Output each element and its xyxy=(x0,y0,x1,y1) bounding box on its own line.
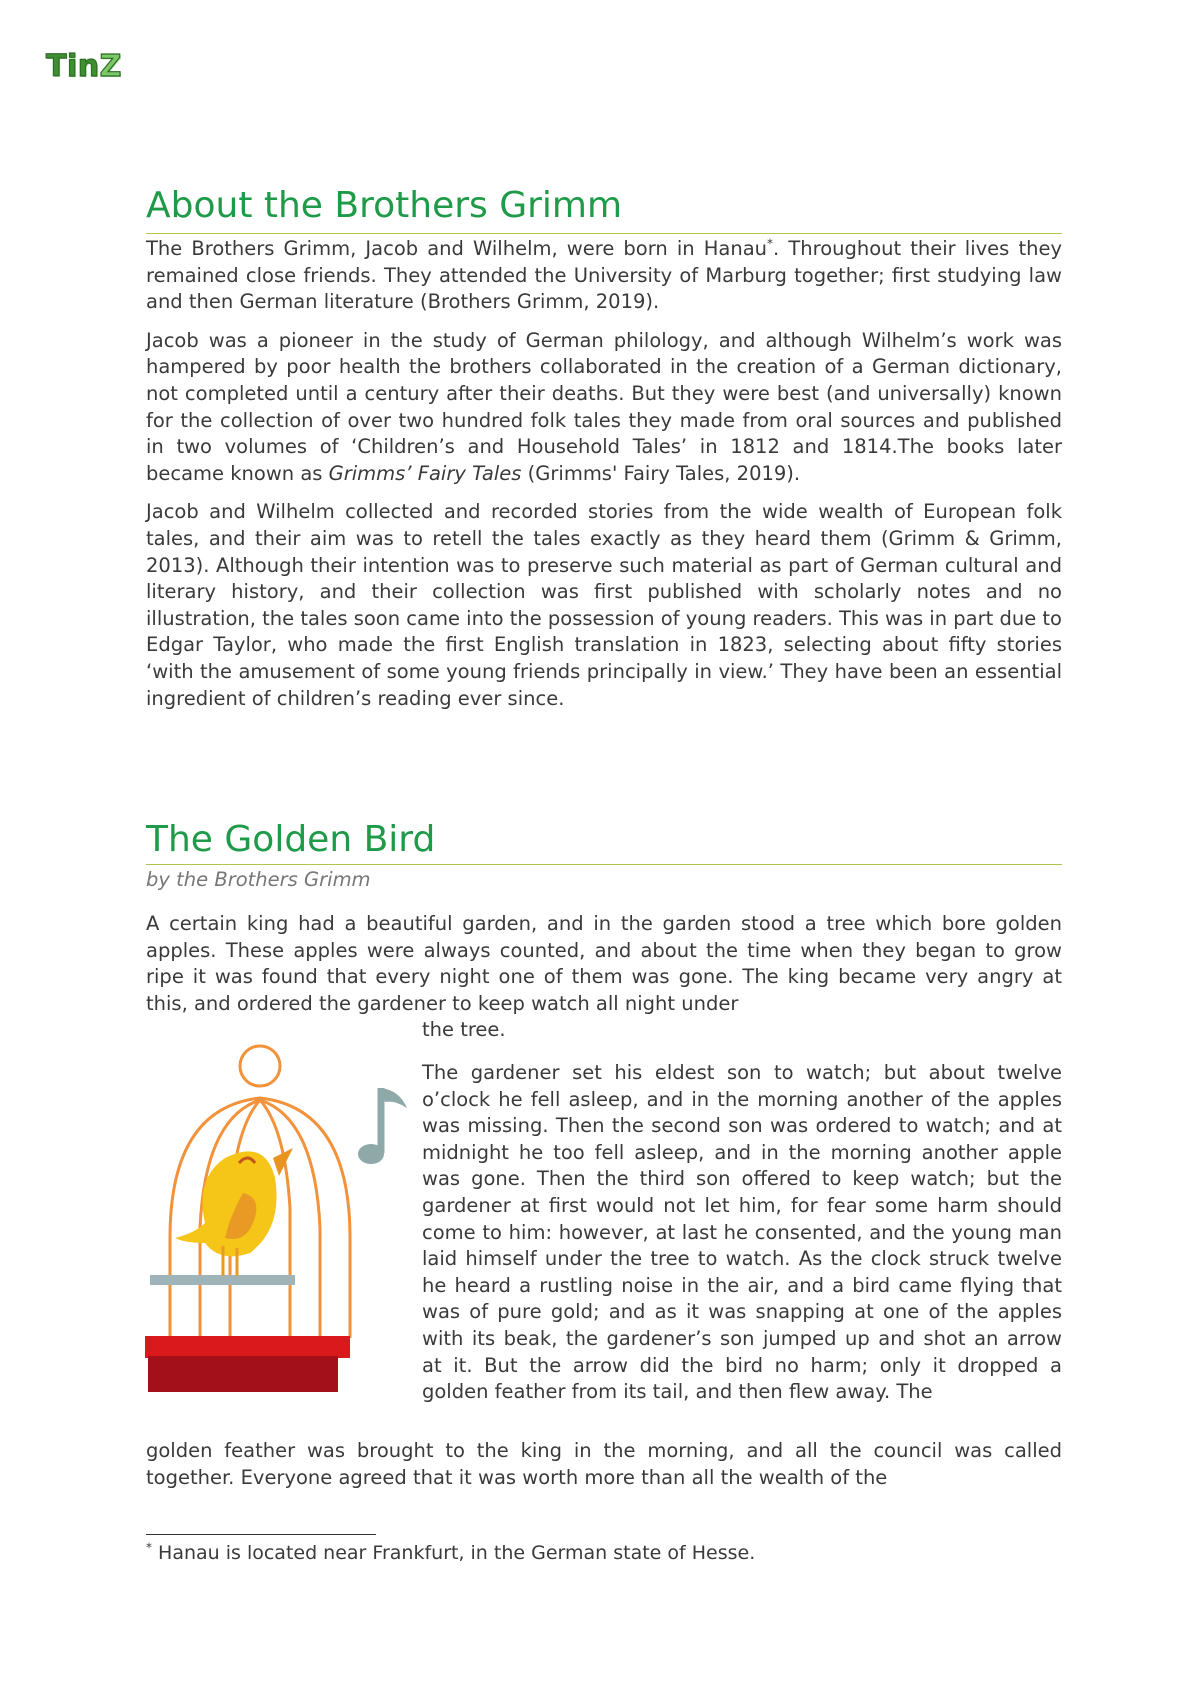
about-section xyxy=(146,236,1062,712)
section-title-about: About the Brothers Grimm xyxy=(146,185,623,226)
cage-base-top xyxy=(145,1336,350,1358)
title-divider xyxy=(146,864,1062,865)
about-paragraph-3: Jacob and Wilhelm collected and recorded stories from the wide wealth of European folk tales, and their aim was to retell the tales exactly as they heard them (Grimm & Grimm, 2013). Although their intention was to preserve such material as part of German cultural and literary history, and their collection was first published with scholarly notes and no illustration, the tales soon came into the possession of young readers. This was in part due to Edgar Taylor, who made the first English translation in 1823, selecting about fifty stories ‘with the amusement of some young friends principally in view.’ They have been an essential ingredient of children’s reading ever since. xyxy=(146,500,1062,710)
title-divider xyxy=(146,233,1062,234)
music-note-icon xyxy=(358,1088,407,1164)
footnote-ref[interactable]: * xyxy=(767,236,774,251)
story-paragraph-1: A certain king had a beautiful garden, and in the garden stood a tree which bore golden apples. These apples were always counted, and about the time when they began to grow ripe it was found that every night one of them was gone. The king became very angry at this, and ordered the gardener to keep watch all night under the tree. xyxy=(146,912,1062,1042)
byline: by the Brothers Grimm xyxy=(146,868,371,891)
cage-base xyxy=(148,1356,338,1392)
about-paragraph-1: The Brothers Grimm, Jacob and Wilhelm, were born in Hanau*. Throughout their lives they remained close friends. They attended the University of Marburg together; first studying law and then German literature (Brothers Grimm, 2019). xyxy=(146,236,1062,314)
perch-icon xyxy=(150,1275,295,1285)
story-paragraph-3: golden feather was brought to the king in the morning, and all the council was called together. Everyone agreed that it was worth more than all the wealth of the xyxy=(146,1439,1062,1489)
section-title-golden-bird: The Golden Bird xyxy=(146,819,436,860)
logo-text: Tin xyxy=(46,49,100,84)
about-paragraph-2: Jacob was a pioneer in the study of German philology, and although Wilhelm’s work was hampered by poor health the brothers collaborated in the creation of a German dictionary, not completed until a century after their deaths. But they were best (and universally) known for the collection of over two hundred folk tales they made from oral sources and published in two volumes of ‘Children’s and Household Tales’ in 1812 and 1814.The books later became known as Grimms’ Fairy Tales (Grimms' Fairy Tales, 2019). xyxy=(146,328,1062,485)
story-paragraph-2: The gardener set his eldest son to watch; but about twelve o’clock he fell asleep, and in the morning another of the apples was missing. Then the second son was ordered to watch; and at midnight he too fell asleep, and in the morning another apple was gone. Then the third son offered to keep watch; but the gardener at first would not let him, for fear some harm should come to him: however, at last he consented, and the young man laid himself under the tree to watch. As the clock struck twelve he heard a rustling noise in the air, and a bird came flying that was of pure gold; and as it was snapping at one of the apples with its beak, the gardener’s son jumped up and shot an arrow at it. But the arrow did the bird no harm; only it dropped a golden feather from its tail, and then flew away. The xyxy=(422,1061,1062,1404)
footnote: * Hanau is located near Frankfurt, in the German state of Hesse. xyxy=(146,1540,756,1564)
logo-accent: Z xyxy=(99,49,122,84)
tinz-logo xyxy=(46,49,122,84)
birdcage-illustration xyxy=(145,1038,415,1398)
bird-icon xyxy=(175,1148,293,1276)
footnote-divider xyxy=(146,1534,376,1535)
